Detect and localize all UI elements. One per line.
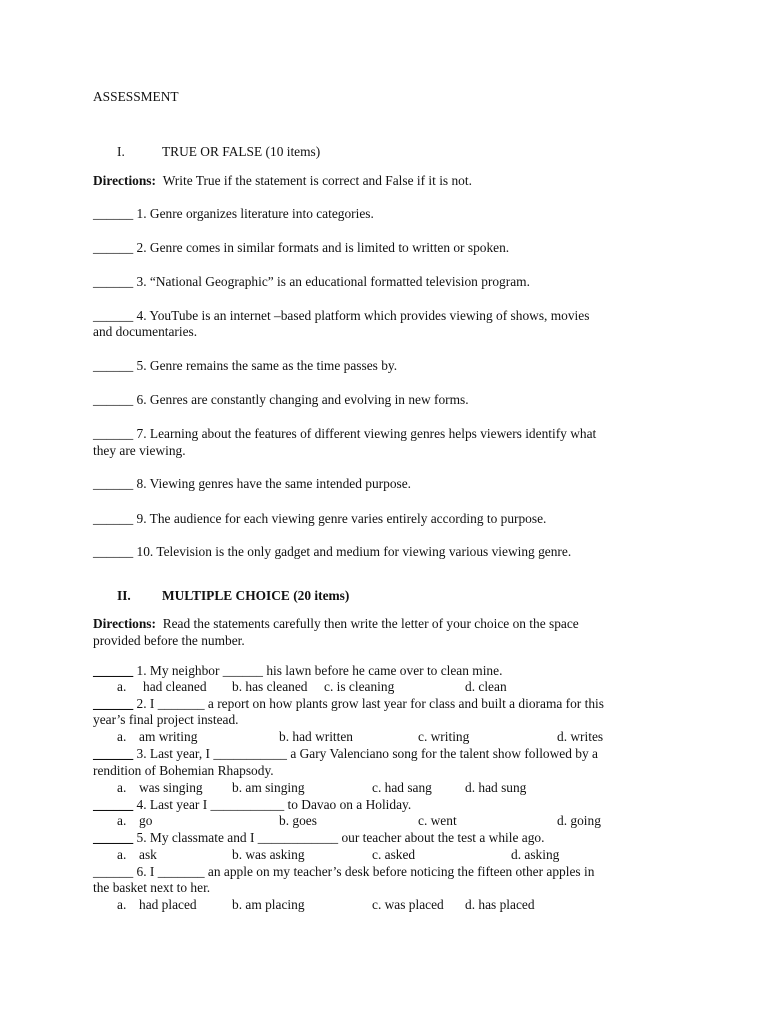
mc-question: 5. My classmate and I ____________ our teacher about the test a while ago. xyxy=(133,830,545,845)
mc-item-4 xyxy=(93,797,411,814)
part2-heading: MULTIPLE CHOICE (20 items) xyxy=(162,588,350,603)
option-a: had placed xyxy=(139,897,197,912)
tf-item-7: ______ 7. Learning about the features of different viewing genres helps viewers identify what xyxy=(93,426,597,441)
part1-numeral: I. xyxy=(117,144,125,159)
option-d: d. asking xyxy=(511,847,560,862)
option-letter: a. xyxy=(117,813,127,828)
mc-question: 2. I _______ a report on how plants grow last year for class and built a diorama for this xyxy=(133,696,604,711)
option-letter: a. xyxy=(117,847,127,862)
part1-heading: TRUE OR FALSE (10 items) xyxy=(162,144,321,159)
answer-blank: ______ xyxy=(93,797,134,812)
answer-blank: ______ xyxy=(93,830,134,845)
part2-directions xyxy=(93,616,579,633)
mc-question: 3. Last year, I ___________ a Gary Valenciano song for the talent show followed by a xyxy=(133,746,598,761)
mc-item-2-cont: year’s final project instead. xyxy=(93,712,239,727)
tf-item-2: ______ 2. Genre comes in similar formats and is limited to written or spoken. xyxy=(93,240,510,255)
option-letter: a. xyxy=(117,780,127,795)
option-a: had cleaned xyxy=(143,679,207,694)
option-c: c. is cleaning xyxy=(324,679,395,694)
tf-item-10: ______ 10. Television is the only gadget and medium for viewing various viewing genre. xyxy=(93,544,572,559)
mc-item-6-cont: the basket next to her. xyxy=(93,880,211,895)
mc-question: 4. Last year I ___________ to Davao on a Holiday. xyxy=(133,797,412,812)
option-b: b. am placing xyxy=(232,897,305,912)
directions-label: Directions: xyxy=(93,616,156,631)
tf-item-9: ______ 9. The audience for each viewing genre varies entirely according to purpose. xyxy=(93,511,547,526)
mc-item-3-cont: rendition of Bohemian Rhapsody. xyxy=(93,763,274,778)
option-letter: a. xyxy=(117,679,127,694)
option-d: d. had sung xyxy=(465,780,527,795)
mc-item-6 xyxy=(93,864,594,881)
option-b: b. was asking xyxy=(232,847,305,862)
mc-question: 6. I _______ an apple on my teacher’s desk before noticing the fifteen other apples in xyxy=(133,864,595,879)
option-c: c. writing xyxy=(418,729,470,744)
answer-blank: ______ xyxy=(93,746,134,761)
option-b: b. goes xyxy=(279,813,317,828)
option-letter: a. xyxy=(117,897,127,912)
option-c: c. went xyxy=(418,813,457,828)
mc-item-1 xyxy=(93,663,502,680)
directions-text: Write True if the statement is correct and False if it is not. xyxy=(162,173,472,188)
option-d: d. going xyxy=(557,813,601,828)
tf-item-4: ______ 4. YouTube is an internet –based platform which provides viewing of shows, movies xyxy=(93,308,590,323)
directions-text: Read the statements carefully then write the letter of your choice on the space xyxy=(162,616,579,631)
option-b: b. am singing xyxy=(232,780,305,795)
option-a: ask xyxy=(139,847,157,862)
part2-directions-cont: provided before the number. xyxy=(93,633,245,648)
option-d: d. has placed xyxy=(465,897,535,912)
tf-item-5: ______ 5. Genre remains the same as the time passes by. xyxy=(93,358,398,373)
part1-directions xyxy=(93,173,472,190)
mc-item-2 xyxy=(93,696,604,713)
tf-item-1: ______ 1. Genre organizes literature into categories. xyxy=(93,206,374,221)
option-d: d. writes xyxy=(557,729,604,744)
tf-item-6: ______ 6. Genres are constantly changing and evolving in new forms. xyxy=(93,392,469,407)
option-a: go xyxy=(139,813,153,828)
answer-blank: ______ xyxy=(93,663,134,678)
mc-item-5 xyxy=(93,830,544,847)
option-a: was singing xyxy=(139,780,203,795)
tf-item-7-cont: they are viewing. xyxy=(93,443,186,458)
mc-item-3 xyxy=(93,746,598,763)
directions-label: Directions: xyxy=(93,173,156,188)
tf-item-8: ______ 8. Viewing genres have the same intended purpose. xyxy=(93,476,412,491)
option-b: b. had written xyxy=(279,729,354,744)
option-c: c. was placed xyxy=(372,897,444,912)
part2-numeral: II. xyxy=(117,588,131,603)
option-a: am writing xyxy=(139,729,198,744)
tf-item-3: ______ 3. “National Geographic” is an educational formatted television program. xyxy=(93,274,530,289)
mc-question: 1. My neighbor ______ his lawn before he came over to clean mine. xyxy=(133,663,503,678)
tf-item-4-cont: and documentaries. xyxy=(93,324,198,339)
option-letter: a. xyxy=(117,729,127,744)
option-c: c. had sang xyxy=(372,780,432,795)
option-c: c. asked xyxy=(372,847,416,862)
answer-blank: ______ xyxy=(93,864,134,879)
answer-blank: ______ xyxy=(93,696,134,711)
option-d: d. clean xyxy=(465,679,507,694)
option-b: b. has cleaned xyxy=(232,679,308,694)
document-title: ASSESSMENT xyxy=(93,89,179,104)
